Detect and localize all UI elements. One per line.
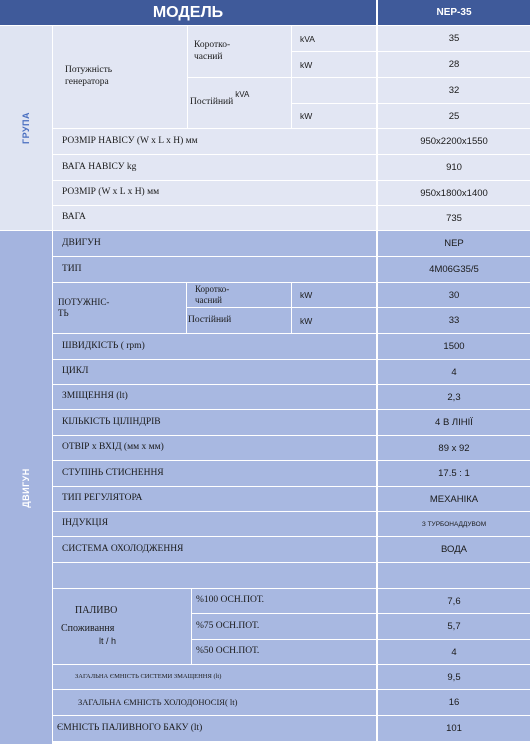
weight-label: ВАГА <box>53 206 376 230</box>
induction-label: ІНДУКЦІЯ <box>53 512 376 536</box>
model-header <box>0 0 376 25</box>
cont-kw-value: 25 <box>378 104 530 128</box>
lube-capacity-value: 9,5 <box>378 665 530 689</box>
load75-value: 5,7 <box>378 614 530 639</box>
load50-value: 4 <box>378 640 530 664</box>
canopy-weight-value: 910 <box>378 155 530 180</box>
induction-value: З ТУРБОНАДДУВОМ <box>378 512 530 536</box>
engine-cont-kw-value: 33 <box>378 308 530 333</box>
load50-label: %50 ОСН.ПОТ. <box>192 640 376 664</box>
load75-label: %75 ОСН.ПОТ. <box>192 614 376 639</box>
engine-label: ДВИГУН <box>53 231 376 256</box>
cycle-value: 4 <box>378 360 530 384</box>
blank-row <box>53 563 376 588</box>
canopy-size-label: РОЗМІР НАВІСУ (W x L x H) мм <box>53 129 376 154</box>
fuel-consumption-block <box>53 589 191 664</box>
size-label: РОЗМІР (W x L x H) мм <box>53 181 376 205</box>
engine-side-label: ДВИГУН <box>0 231 52 744</box>
fuel-tank-value: 101 <box>378 716 530 741</box>
coolant-capacity-value: 16 <box>378 690 530 715</box>
governor-label: ТИП РЕГУЛЯТОРА <box>53 487 376 511</box>
cont-kva-value: 32 <box>378 78 530 103</box>
cycle-label: ЦИКЛ <box>53 360 376 384</box>
displacement-value: 2,3 <box>378 385 530 409</box>
blank-row-value <box>378 563 530 588</box>
governor-value: МЕХАНІКА <box>378 487 530 511</box>
lube-capacity-label: ЗАГАЛЬНА ЄМНІСТЬ СИСТЕМИ ЗМАЩЕННЯ (lt) <box>53 665 376 689</box>
load100-label: %100 ОСН.ПОТ. <box>192 589 376 613</box>
group-short-term-label: Коротко-часний <box>188 26 291 77</box>
engine-short-term-label: Коротко-часний <box>187 283 291 307</box>
cooling-value: ВОДА <box>378 537 530 562</box>
short-kva-value: 35 <box>378 26 530 51</box>
bore-label: ОТВІР x ВХІД (мм x мм) <box>53 436 376 460</box>
model-value-header <box>378 0 530 25</box>
generator-power-label: Потужність генератора <box>53 26 187 128</box>
coolant-capacity-label: ЗАГАЛЬНА ЄМНІСТЬ ХОЛОДОНОСІЯ( lt) <box>53 690 376 715</box>
type-value: 4M06G35/5 <box>378 257 530 282</box>
weight-value: 735 <box>378 206 530 230</box>
cylinders-value: 4 В ЛІНІЇ <box>378 410 530 435</box>
unit-kw-2: kW <box>292 104 376 128</box>
engine-value: NEP <box>378 231 530 256</box>
unit-blank <box>292 78 376 103</box>
engine-power-label: ПОТУЖНІС-ТЬ <box>53 283 186 333</box>
fuel-label: ПАЛИВО <box>75 605 118 616</box>
consumption-unit: lt / h <box>99 636 117 646</box>
canopy-size-value: 950x2200x1550 <box>378 129 530 154</box>
load100-value: 7,6 <box>378 589 530 613</box>
unit-kva-1: kVA <box>292 26 376 51</box>
short-kw-value: 28 <box>378 52 530 77</box>
unit-kw-1: kW <box>292 52 376 77</box>
consumption-label: Споживання <box>61 623 115 634</box>
speed-label: ШВИДКІСТЬ ( rpm) <box>53 334 376 359</box>
group-continuous-label: Постійний kVA <box>188 78 291 128</box>
type-label: ТИП <box>53 257 376 282</box>
engine-continuous-label: Постійний <box>187 308 291 333</box>
cooling-label: СИСТЕМА ОХОЛОДЖЕННЯ <box>53 537 376 562</box>
size-value: 950x1800x1400 <box>378 181 530 205</box>
speed-value: 1500 <box>378 334 530 359</box>
engine-short-kw-value: 30 <box>378 283 530 307</box>
compression-value: 17.5 : 1 <box>378 461 530 486</box>
model-value: NEP-35 <box>436 7 472 18</box>
model-label: МОДЕЛЬ <box>152 3 224 21</box>
engine-unit-kw-2: kW <box>292 308 376 333</box>
cylinders-label: КІЛЬКІСТЬ ЦІЛІНДРІВ <box>53 410 376 435</box>
group-side-label: ГРУПА <box>0 26 52 230</box>
displacement-label: ЗМІЩЕННЯ (lt) <box>53 385 376 409</box>
bore-value: 89 x 92 <box>378 436 530 460</box>
compression-label: СТУПІНЬ СТИСНЕННЯ <box>53 461 376 486</box>
engine-unit-kw-1: kW <box>292 283 376 307</box>
canopy-weight-label: ВАГА НАВІСУ kg <box>53 155 376 180</box>
fuel-tank-label: ЄМНІСТЬ ПАЛИВНОГО БАКУ (lt) <box>53 716 376 741</box>
